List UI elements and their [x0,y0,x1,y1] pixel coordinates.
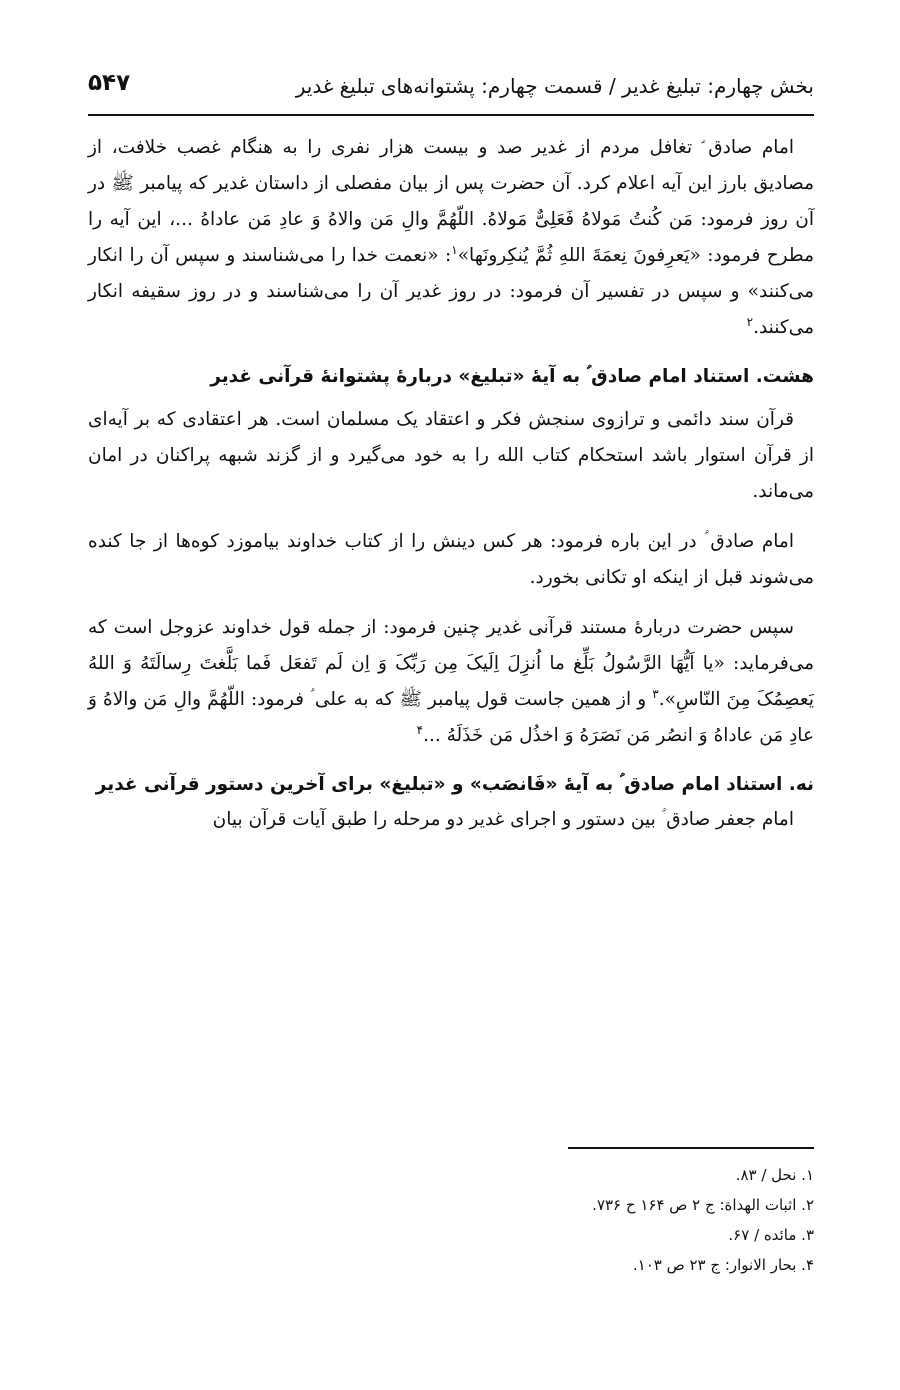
paragraph: قرآن سند دائمی و ترازوی سنجش فکر و اعتقاد یک مسلمان است. هر اعتقادی که بر آیه‌ای از قرآن استوار باشد استحکام کتاب الله را به خود می‌گیرد و از گزند شبهه پراکنان در امان می‌ماند. [88,409,814,502]
footnote: ۴. بحار الانوار: ج ۲۳ ص ۱۰۳. [632,1256,814,1274]
footnotes [88,1160,814,1280]
paragraph [88,610,814,754]
section-heading: نه. استناد امام صادق ؑ به آیهٔ «فَانصَب» و «تبلیغ» برای آخرین دستور قرآنی غدیر [95,774,814,795]
footnote-ref[interactable]: ۲ [746,314,754,329]
running-header [88,66,814,116]
paragraph [88,130,814,346]
book-page [88,0,814,1390]
paragraph-text: و از همین جاست قول پیامبر ﷺ که به علی ؑ فرمود: اللّهُمَّ والِ مَن والاهُ وَ عادِ مَن عاداهُ وَ انصُر مَن نَصَرَهُ وَ اخذُل مَن خَذَلَهُ ... [88,689,814,746]
footnote: ۲. اثبات الهداة: ج ۲ ص ۱۶۴ ح ۷۳۶. [592,1196,814,1214]
paragraph: امام صادق ؑ در این باره فرمود: هر کس دینش را از کتاب خداوند بیاموزد کوه‌ها از جا کنده می‌شوند قبل از اینکه او تکانی بخورد. [88,531,814,588]
header-title: بخش چهارم: تبلیغ غدیر / قسمت چهارم: پشتوانه‌های تبلیغ غدیر [295,74,814,98]
paragraph-text: سپس حضرت دربارهٔ مستند قرآنی غدیر چنین فرمود: از جمله قول خداوند عزوجل است که می‌فرماید: «یا اَیُّهَا الرَّسُولُ بَلِّغ ما اُنزِلَ اِلَیکَ مِن رَبِّکَ وَ اِن لَم تَفعَل فَما بَلَّغتَ رِسالَتَهُ وَ اللهُ یَعصِمُکَ مِنَ النّاسِ». [88,617,815,710]
footnote-ref[interactable]: ۱ [451,242,458,257]
footnote: ۱. نحل / ۸۳. [735,1166,814,1184]
footnote-ref[interactable]: ۳ [652,686,659,701]
footnote: ۳. مائده / ۶۷. [728,1226,814,1244]
paragraph-text: امام صادق ؑ تغافل مردم از غدیر صد و بیست هزار نفری را به هنگام غصب خلافت، از مصادیق بارز این آیه اعلام کرد. آن حضرت پس از بیان مفصلی از داستان غدیر که پیامبر ﷺ در آن روز فرمود: مَن کُنتُ مَولاهُ فَعَلِیٌّ مَولاهُ. اللّهُمَّ والِ مَن والاهُ وَ عادِ مَن عاداهُ ...، این آیه را مطرح فرمود: «یَعرِفونَ نِعمَةَ اللهِ ثُمَّ یُنکِرونَها» [88,137,814,266]
page-body [88,130,814,838]
page-number: ۵۴۷ [88,70,131,96]
paragraph-text: : «نعمت خدا را می‌شناسند و سپس آن را انکار می‌کنند» و سپس در تفسیر آن فرمود: در روز غدیر آن را می‌شناسند و در روز سقیفه انکار می‌کنند. [88,245,814,338]
section-heading: هشت. استناد امام صادق ؑ به آیهٔ «تبلیغ» دربارهٔ پشتوانهٔ قرآنی غدیر [210,366,814,387]
footnote-divider [568,1147,814,1149]
footnote-ref[interactable]: ۴ [416,722,424,737]
paragraph: امام جعفر صادق ؑ بین دستور و اجرای غدیر دو مرحله را طبق آیات قرآن بیان [212,809,794,830]
